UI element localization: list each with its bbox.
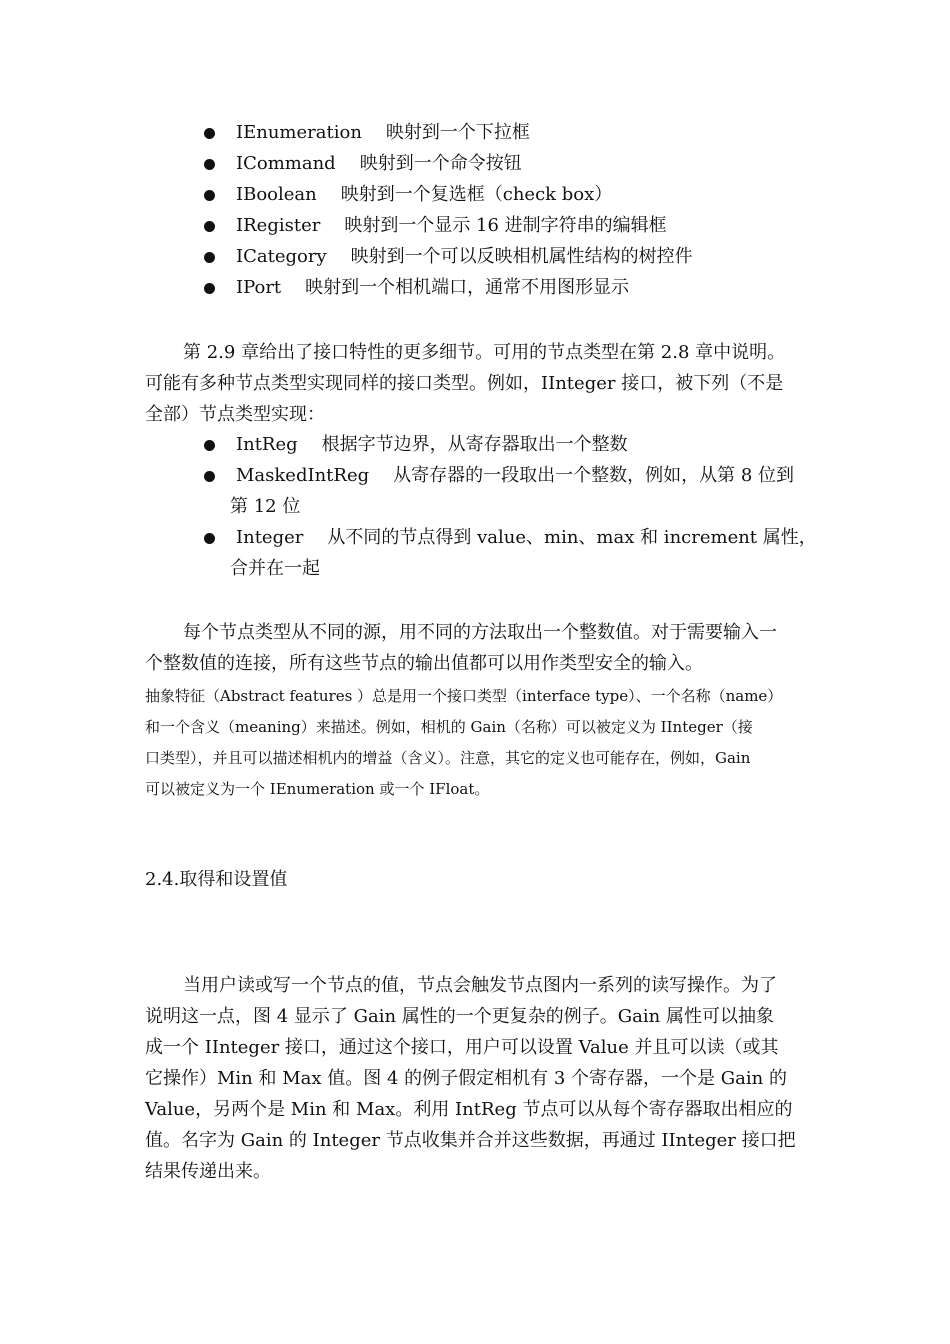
list-item-continuation: 第 12 位 xyxy=(230,496,301,517)
paragraph-line: 抽象特征（Abstract features ）总是用一个接口类型（interface type）、一个名称（name） xyxy=(145,687,783,705)
list-item xyxy=(0,148,950,179)
interface-mapping-list xyxy=(0,117,950,303)
list-item-term: ICategory xyxy=(236,246,327,267)
list-item-term: IBoolean xyxy=(236,184,317,205)
list-item-description: 映射到一个下拉框 xyxy=(385,122,530,143)
list-item-description: 映射到一个相机端口，通常不用图形显示 xyxy=(305,277,630,298)
section-heading: 2.4.取得和设置值 xyxy=(145,869,288,890)
list-item-description: 映射到一个显示 16 进制字符串的编辑框 xyxy=(344,215,667,236)
list-item xyxy=(0,117,950,148)
bullet-icon xyxy=(204,252,215,263)
bullet-icon xyxy=(204,221,215,232)
paragraph-line: 可以被定义为一个 IEnumeration 或一个 IFloat。 xyxy=(145,780,490,798)
list-item-term: IRegister xyxy=(236,215,321,236)
bullet-icon xyxy=(204,471,215,482)
bullet-icon xyxy=(204,283,215,294)
paragraph-line: 每个节点类型从不同的源，用不同的方法取出一个整数值。对于需要输入一 xyxy=(183,622,777,643)
list-item-description: 根据字节边界，从寄存器取出一个整数 xyxy=(321,434,628,455)
node-type-list xyxy=(0,429,950,584)
paragraph-line: 个整数值的连接，所有这些节点的输出值都可以用作类型安全的输入。 xyxy=(145,653,703,674)
list-item-description: 从寄存器的一段取出一个整数，例如，从第 8 位到 xyxy=(393,465,795,486)
bullet-icon xyxy=(204,159,215,170)
list-item-description: 映射到一个可以反映相机属性结构的树控件 xyxy=(350,246,693,267)
paragraph-line: 全部）节点类型实现： xyxy=(145,404,325,425)
list-item xyxy=(0,272,950,303)
paragraph-line: 说明这一点，图 4 显示了 Gain 属性的一个更复杂的例子。Gain 属性可以抽象 xyxy=(145,1006,774,1027)
paragraph-line: 它操作）Min 和 Max 值。图 4 的例子假定相机有 3 个寄存器，一个是 Gain 的 xyxy=(145,1068,787,1089)
bullet-icon xyxy=(204,533,215,544)
list-item-term: IEnumeration xyxy=(236,122,362,143)
list-item xyxy=(0,210,950,241)
bullet-icon xyxy=(204,190,215,201)
paragraph-line: 成一个 IInteger 接口，通过这个接口，用户可以设置 Value 并且可以读（或其 xyxy=(145,1037,779,1058)
list-item xyxy=(0,460,950,522)
list-item-term: IntReg xyxy=(236,434,298,455)
list-item xyxy=(0,522,950,584)
bullet-icon xyxy=(204,128,215,139)
list-item-description: 映射到一个复选框（check box） xyxy=(340,184,613,205)
paragraph-line: 和一个含义（meaning）来描述。例如，相机的 Gain（名称）可以被定义为 IInteger（接 xyxy=(145,718,753,736)
list-item-term: MaskedIntReg xyxy=(236,465,370,486)
paragraph-line: 口类型），并且可以描述相机内的增益（含义）。注意，其它的定义也可能存在，例如，Gain xyxy=(145,749,751,767)
list-item-term: IPort xyxy=(236,277,282,298)
list-item xyxy=(0,241,950,272)
paragraph-line: 值。名字为 Gain 的 Integer 节点收集并合并这些数据，再通过 IInteger 接口把 xyxy=(145,1130,796,1151)
list-item-description: 从不同的节点得到 value、min、max 和 increment 属性， xyxy=(327,527,817,548)
list-item-continuation: 合并在一起 xyxy=(230,558,320,579)
list-item-term: Integer xyxy=(236,527,304,548)
list-item-description: 映射到一个命令按钮 xyxy=(359,153,522,174)
paragraph-line: 第 2.9 章给出了接口特性的更多细节。可用的节点类型在第 2.8 章中说明。 xyxy=(183,342,786,363)
list-item xyxy=(0,429,950,460)
paragraph-line: 可能有多种节点类型实现同样的接口类型。例如，IInteger 接口，被下列（不是 xyxy=(145,373,784,394)
paragraph-line: 当用户读或写一个节点的值，节点会触发节点图内一系列的读写操作。为了 xyxy=(183,975,777,996)
list-item-term: ICommand xyxy=(236,153,336,174)
paragraph-line: Value，另两个是 Min 和 Max。利用 IntReg 节点可以从每个寄存器取出相应的 xyxy=(145,1099,793,1120)
bullet-icon xyxy=(204,440,215,451)
paragraph-line: 结果传递出来。 xyxy=(145,1161,271,1182)
list-item xyxy=(0,179,950,210)
